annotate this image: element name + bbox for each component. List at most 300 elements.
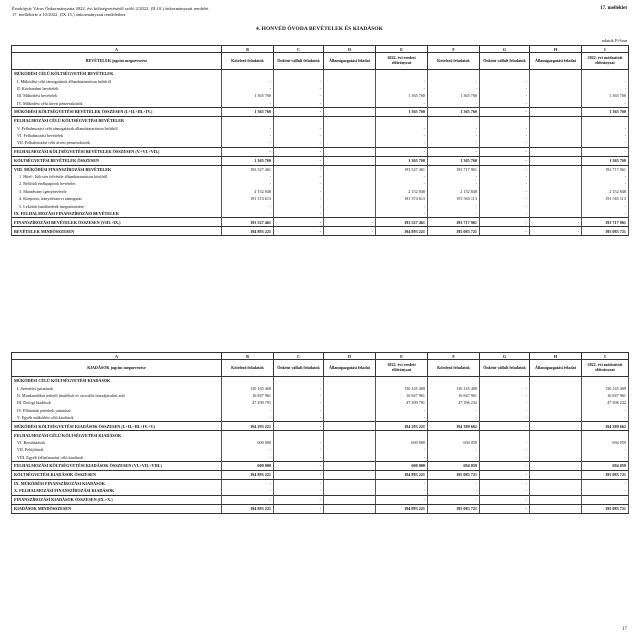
row-value: - [428, 180, 480, 187]
row-value: 694 059 [582, 439, 629, 446]
row-value: 2 152 848 [222, 188, 274, 195]
table-row [12, 431, 629, 439]
row-value: 1 365 760 [376, 156, 428, 165]
row-value: - [480, 132, 530, 139]
row-value [530, 377, 582, 385]
row-value [530, 107, 582, 116]
row-value: - [274, 124, 324, 131]
column-header: Kötelező feladatok [428, 360, 480, 377]
column-letter: C [274, 46, 324, 53]
category-header: KIADÁSOK jogcím megnevezése [12, 360, 222, 377]
row-value [324, 173, 376, 180]
row-value: - [582, 77, 629, 84]
row-value [324, 470, 376, 479]
row-value: 130 145 469 [582, 384, 629, 391]
row-value: - [274, 173, 324, 180]
row-value: - [222, 487, 274, 495]
row-value: 16 847 961 [376, 392, 428, 399]
row-value: - [480, 139, 530, 147]
row-value: - [274, 422, 324, 431]
table-row [12, 202, 629, 209]
row-value: 1 365 760 [376, 92, 428, 99]
column-letter: G [480, 353, 530, 360]
row-value: - [480, 414, 530, 422]
row-value: - [274, 495, 324, 504]
document-header [12, 6, 208, 17]
row-value: 1 365 760 [428, 156, 480, 165]
row-value: 47 396 232 [582, 399, 629, 406]
row-value: - [222, 407, 274, 414]
column-letter-row [12, 353, 629, 360]
table-row [12, 85, 629, 92]
column-header: Államigazgatási feladat [530, 53, 582, 70]
row-value: - [428, 414, 480, 422]
row-value: - [274, 392, 324, 399]
column-header: Önként vállalt feladatok [480, 360, 530, 377]
row-value [530, 156, 582, 165]
row-label: IV. Ellátottak pénzbeli juttatásai [12, 407, 222, 414]
row-label: MŰKÖDÉSI KÖLTSÉGVETÉSI KIADÁSOK ÖSSZESEN (I.+II.+III.+IV.+V.) [12, 422, 222, 431]
row-value: 194 389 662 [582, 422, 629, 431]
row-value: 191 374 613 [376, 195, 428, 202]
row-value: - [480, 107, 530, 116]
row-value: - [222, 132, 274, 139]
row-value: - [274, 470, 324, 479]
row-value: 1 365 760 [428, 107, 480, 116]
row-label: MŰKÖDÉSI KÖLTSÉGVETÉSI BEVÉTELEK ÖSSZESEN (I.+II.+III.+IV.) [12, 107, 222, 116]
row-value: - [428, 85, 480, 92]
row-value: 193 717 961 [428, 165, 480, 173]
row-value [222, 431, 274, 439]
table-row [12, 407, 629, 414]
row-value: - [274, 439, 324, 446]
row-value: - [582, 414, 629, 422]
table-row [12, 116, 629, 124]
row-value [324, 399, 376, 406]
column-letter: D [324, 46, 376, 53]
row-value [324, 487, 376, 495]
row-value: 1 365 760 [582, 156, 629, 165]
row-value [222, 70, 274, 78]
row-label: KÖLTSÉGVETÉSI BEVÉTELEK ÖSSZESEN [12, 156, 222, 165]
table-row [12, 377, 629, 385]
row-value: - [376, 479, 428, 487]
row-value: 193 717 961 [582, 165, 629, 173]
row-label: FELHALMOZÁSI KÖLTSÉGVETÉSI BEVÉTELEK ÖSSZESEN (V.+VI.+VII.) [12, 147, 222, 156]
row-value: - [274, 156, 324, 165]
row-value: - [222, 454, 274, 462]
column-letter: E [376, 353, 428, 360]
row-value: - [582, 173, 629, 180]
row-value: 194 893 221 [376, 504, 428, 513]
row-value [480, 116, 530, 124]
row-value: - [274, 139, 324, 147]
row-value: - [376, 124, 428, 131]
row-label: MŰKÖDÉSI CÉLÚ KÖLTSÉGVETÉSI BEVÉTELEK [12, 70, 222, 78]
row-value [530, 139, 582, 147]
row-value [274, 377, 324, 385]
row-value [530, 173, 582, 180]
table-row [12, 399, 629, 406]
row-value: - [428, 487, 480, 495]
row-value: 195 083 721 [428, 470, 480, 479]
page-number: 17 [622, 627, 627, 632]
row-label: I. Működési célú támogatások államháztartáson belülről [12, 77, 222, 84]
row-value [530, 147, 582, 156]
row-value: 195 083 721 [582, 504, 629, 513]
row-value: - [480, 218, 530, 227]
table-row [12, 173, 629, 180]
row-value: - [274, 147, 324, 156]
row-value: - [222, 210, 274, 218]
row-value: - [274, 487, 324, 495]
row-value [376, 431, 428, 439]
column-letter: E [376, 46, 428, 53]
row-value: - [376, 173, 428, 180]
row-value: 130 145 469 [222, 384, 274, 391]
expense-table [11, 352, 629, 514]
row-value: 47 299 791 [222, 399, 274, 406]
column-header: Kötelező feladatok [222, 53, 274, 70]
column-letter: C [274, 353, 324, 360]
row-value: 1 365 760 [222, 107, 274, 116]
row-value: - [376, 132, 428, 139]
row-value: - [376, 85, 428, 92]
column-header: Kötelező feladatok [222, 360, 274, 377]
row-value: - [274, 180, 324, 187]
row-label: FELHALMOZÁSI CÉLÚ KÖLTSÉGVETÉSI KIADÁSOK [12, 431, 222, 439]
row-label: VIII. Egyéb felhalmozási célú kiadások [12, 454, 222, 462]
table-row [12, 147, 629, 156]
row-value [530, 180, 582, 187]
row-value: - [376, 139, 428, 147]
row-value [530, 92, 582, 99]
row-value: - [274, 107, 324, 116]
table-row [12, 107, 629, 116]
row-value: - [222, 446, 274, 453]
row-value [222, 377, 274, 385]
row-value: - [480, 487, 530, 495]
column-header: Államigazgatási feladat [530, 360, 582, 377]
row-value: - [582, 479, 629, 487]
column-header: 2022. évi módosított előirányzat [582, 53, 629, 70]
document-title: 4. HONVÉD ÓVODA BEVÉTELEK ÉS KIADÁSOK [255, 26, 383, 32]
row-label: KÖLTSÉGVETÉSI KIADÁSOK ÖSSZESEN [12, 470, 222, 479]
row-label: I. Személyi juttatások [12, 384, 222, 391]
row-value [582, 116, 629, 124]
row-value: - [222, 85, 274, 92]
row-value: - [428, 454, 480, 462]
row-value [530, 495, 582, 504]
row-value: - [582, 147, 629, 156]
row-value: 191 374 613 [222, 195, 274, 202]
column-header: Államigazgatási feladat [324, 53, 376, 70]
row-label: FELHALMOZÁSI KÖLTSÉGVETÉSI KIADÁSOK ÖSSZESEN (VI.+VII.+VIII.) [12, 461, 222, 470]
row-value: - [428, 124, 480, 131]
row-value: - [480, 407, 530, 414]
row-value: 16 847 961 [222, 392, 274, 399]
table-row [12, 218, 629, 227]
row-value: - [274, 210, 324, 218]
row-value: - [582, 210, 629, 218]
table-row [12, 392, 629, 399]
row-value: - [428, 147, 480, 156]
row-value [376, 116, 428, 124]
row-label: VIII. MŰKÖDÉSI FINANSZÍROZÁSI BEVÉTELEK [12, 165, 222, 173]
row-value: 1 365 760 [582, 107, 629, 116]
row-value: - [376, 180, 428, 187]
row-label: III. Dologi kiadások [12, 399, 222, 406]
row-value: 194 389 662 [428, 422, 480, 431]
row-value: - [582, 124, 629, 131]
table-row [12, 227, 629, 236]
row-value: 194 893 221 [376, 227, 428, 236]
table-row [12, 461, 629, 470]
row-value: 130 145 469 [376, 384, 428, 391]
row-value [324, 407, 376, 414]
row-value: - [428, 77, 480, 84]
row-value: - [582, 446, 629, 453]
row-value [530, 132, 582, 139]
row-value [428, 377, 480, 385]
column-letter: B [222, 353, 274, 360]
row-value: - [222, 124, 274, 131]
row-value: 194 293 221 [376, 422, 428, 431]
row-value: - [376, 100, 428, 108]
row-value: 47 396 232 [428, 399, 480, 406]
row-value: - [530, 227, 582, 236]
row-value [582, 377, 629, 385]
row-value: - [274, 100, 324, 108]
row-value: - [428, 139, 480, 147]
row-value [530, 85, 582, 92]
row-value: 194 893 221 [376, 470, 428, 479]
row-label: 3. Maradvány igénybevétele [12, 188, 222, 195]
row-label: IX. MŰKÖDÉSI FINANSZÍROZÁSI KIADÁSOK [12, 479, 222, 487]
column-letter: D [324, 353, 376, 360]
row-value [530, 461, 582, 470]
row-value [530, 431, 582, 439]
row-value [324, 70, 376, 78]
row-label: VI. Felhalmozási bevételek [12, 132, 222, 139]
row-value: - [480, 446, 530, 453]
row-value: 600 000 [222, 461, 274, 470]
row-value: 1 365 760 [222, 156, 274, 165]
header-line-2: 17. melléklete a 10/2022. (IX.15.) önkormányzati rendelethez [12, 11, 126, 17]
row-value: - [376, 202, 428, 209]
row-value [530, 165, 582, 173]
row-value: - [480, 77, 530, 84]
row-label: MŰKÖDÉSI CÉLÚ KÖLTSÉGVETÉSI KIADÁSOK [12, 377, 222, 385]
table-row [12, 504, 629, 513]
row-value [530, 399, 582, 406]
row-value: - [274, 92, 324, 99]
row-value [324, 439, 376, 446]
row-value [324, 202, 376, 209]
row-value: - [428, 446, 480, 453]
row-value: - [274, 195, 324, 202]
table-row [12, 77, 629, 84]
row-label: II. Közhatalmi bevételek [12, 85, 222, 92]
row-value: - [376, 446, 428, 453]
row-value: 193 527 461 [222, 165, 274, 173]
row-value: - [582, 495, 629, 504]
row-value: - [480, 156, 530, 165]
row-value: - [222, 173, 274, 180]
row-value: 16 847 961 [582, 392, 629, 399]
row-value: 195 083 721 [582, 470, 629, 479]
row-value: - [274, 202, 324, 209]
row-label: BEVÉTELEK MINDÖSSZESEN [12, 227, 222, 236]
row-value: - [428, 132, 480, 139]
table-row [12, 422, 629, 431]
row-value [324, 77, 376, 84]
row-value: - [428, 495, 480, 504]
column-header: 2022. évi módosított előirányzat [582, 360, 629, 377]
row-value [324, 504, 376, 513]
row-label: 2. Belföldi értékpapírok bevételei [12, 180, 222, 187]
column-header: Kötelező feladatok [428, 53, 480, 70]
row-value [324, 85, 376, 92]
row-value: - [222, 414, 274, 422]
row-label: FINANSZÍROZÁSI BEVÉTELEK ÖSSZESEN (VIII.+IX.) [12, 218, 222, 227]
row-value [324, 454, 376, 462]
table-row [12, 479, 629, 487]
row-value: - [222, 202, 274, 209]
table-row [12, 210, 629, 218]
row-value: - [222, 495, 274, 504]
row-value: 193 717 961 [582, 218, 629, 227]
table-row [12, 165, 629, 173]
table-row [12, 454, 629, 462]
table-row [12, 70, 629, 78]
row-value: - [480, 227, 530, 236]
row-value: - [274, 454, 324, 462]
row-value: - [582, 487, 629, 495]
row-value: 1 365 760 [222, 92, 274, 99]
row-value: - [480, 92, 530, 99]
row-label: 5. Lekötött bankbetétek megszüntetése [12, 202, 222, 209]
row-label: II. Munkaadókat terhelő járulékok és szociális hozzájárulási adó [12, 392, 222, 399]
row-value: - [324, 218, 376, 227]
row-value: - [480, 422, 530, 431]
row-value [324, 188, 376, 195]
row-value: 194 893 221 [222, 470, 274, 479]
column-letter: H [530, 353, 582, 360]
column-header: 2022. évi eredeti előirányzat [376, 360, 428, 377]
row-value: 600 000 [222, 439, 274, 446]
row-value [274, 116, 324, 124]
row-value: 195 083 721 [428, 504, 480, 513]
column-letter: F [428, 46, 480, 53]
table-row [12, 495, 629, 504]
row-value: 194 893 221 [222, 227, 274, 236]
row-label: 1. Hitel-, kölcsön felvétele államháztartáson kívülről [12, 173, 222, 180]
row-value: - [274, 188, 324, 195]
row-value [324, 139, 376, 147]
row-value: 194 893 221 [222, 504, 274, 513]
row-value: - [428, 173, 480, 180]
row-value: 193 527 461 [376, 218, 428, 227]
row-value: - [222, 139, 274, 147]
row-value: - [274, 77, 324, 84]
row-value: - [274, 446, 324, 453]
row-value: - [480, 384, 530, 391]
row-value: - [222, 147, 274, 156]
row-value [324, 210, 376, 218]
row-value: - [582, 407, 629, 414]
row-value: - [274, 407, 324, 414]
row-value [530, 407, 582, 414]
column-header: 2022. évi eredeti előirányzat [376, 53, 428, 70]
row-value [324, 431, 376, 439]
row-value [480, 70, 530, 78]
column-letter: A [12, 353, 222, 360]
row-value: 47 299 791 [376, 399, 428, 406]
row-value [376, 70, 428, 78]
row-value [582, 431, 629, 439]
row-value: - [480, 147, 530, 156]
row-value: - [582, 454, 629, 462]
row-value: - [480, 173, 530, 180]
unit-note: adatok Ft-ban [601, 38, 627, 43]
row-value: - [530, 218, 582, 227]
row-value: - [582, 100, 629, 108]
row-value: - [274, 85, 324, 92]
table-row [12, 100, 629, 108]
column-letter: F [428, 353, 480, 360]
row-value: - [582, 139, 629, 147]
row-value: 191 565 113 [582, 195, 629, 202]
row-value [530, 487, 582, 495]
row-value [480, 431, 530, 439]
row-label: VI. Beruházások [12, 439, 222, 446]
column-header-row [12, 53, 629, 70]
row-value: - [428, 202, 480, 209]
table-row [12, 188, 629, 195]
table-row [12, 132, 629, 139]
row-value [324, 107, 376, 116]
table-row [12, 124, 629, 131]
row-value [376, 377, 428, 385]
row-value: 130 145 469 [428, 384, 480, 391]
revenue-table [11, 45, 629, 236]
column-header: Államigazgatási feladat [324, 360, 376, 377]
row-value: - [376, 414, 428, 422]
table-row [12, 92, 629, 99]
row-value: - [480, 399, 530, 406]
row-label: X. FELHALMOZÁSI FINANSZÍROZÁSI KIADÁSOK [12, 487, 222, 495]
column-letter: G [480, 46, 530, 53]
row-value [274, 431, 324, 439]
row-value: - [222, 180, 274, 187]
row-value [530, 479, 582, 487]
row-value: - [480, 210, 530, 218]
row-value: - [324, 227, 376, 236]
row-value: 2 152 848 [582, 188, 629, 195]
row-value: 1 365 760 [428, 92, 480, 99]
row-value [222, 116, 274, 124]
row-value: - [274, 132, 324, 139]
row-value [530, 504, 582, 513]
row-value: - [376, 147, 428, 156]
row-value: 195 083 721 [428, 227, 480, 236]
row-value: 193 527 461 [222, 218, 274, 227]
row-value [324, 384, 376, 391]
row-value: 195 083 721 [582, 227, 629, 236]
row-value: 600 000 [376, 439, 428, 446]
row-value [530, 439, 582, 446]
